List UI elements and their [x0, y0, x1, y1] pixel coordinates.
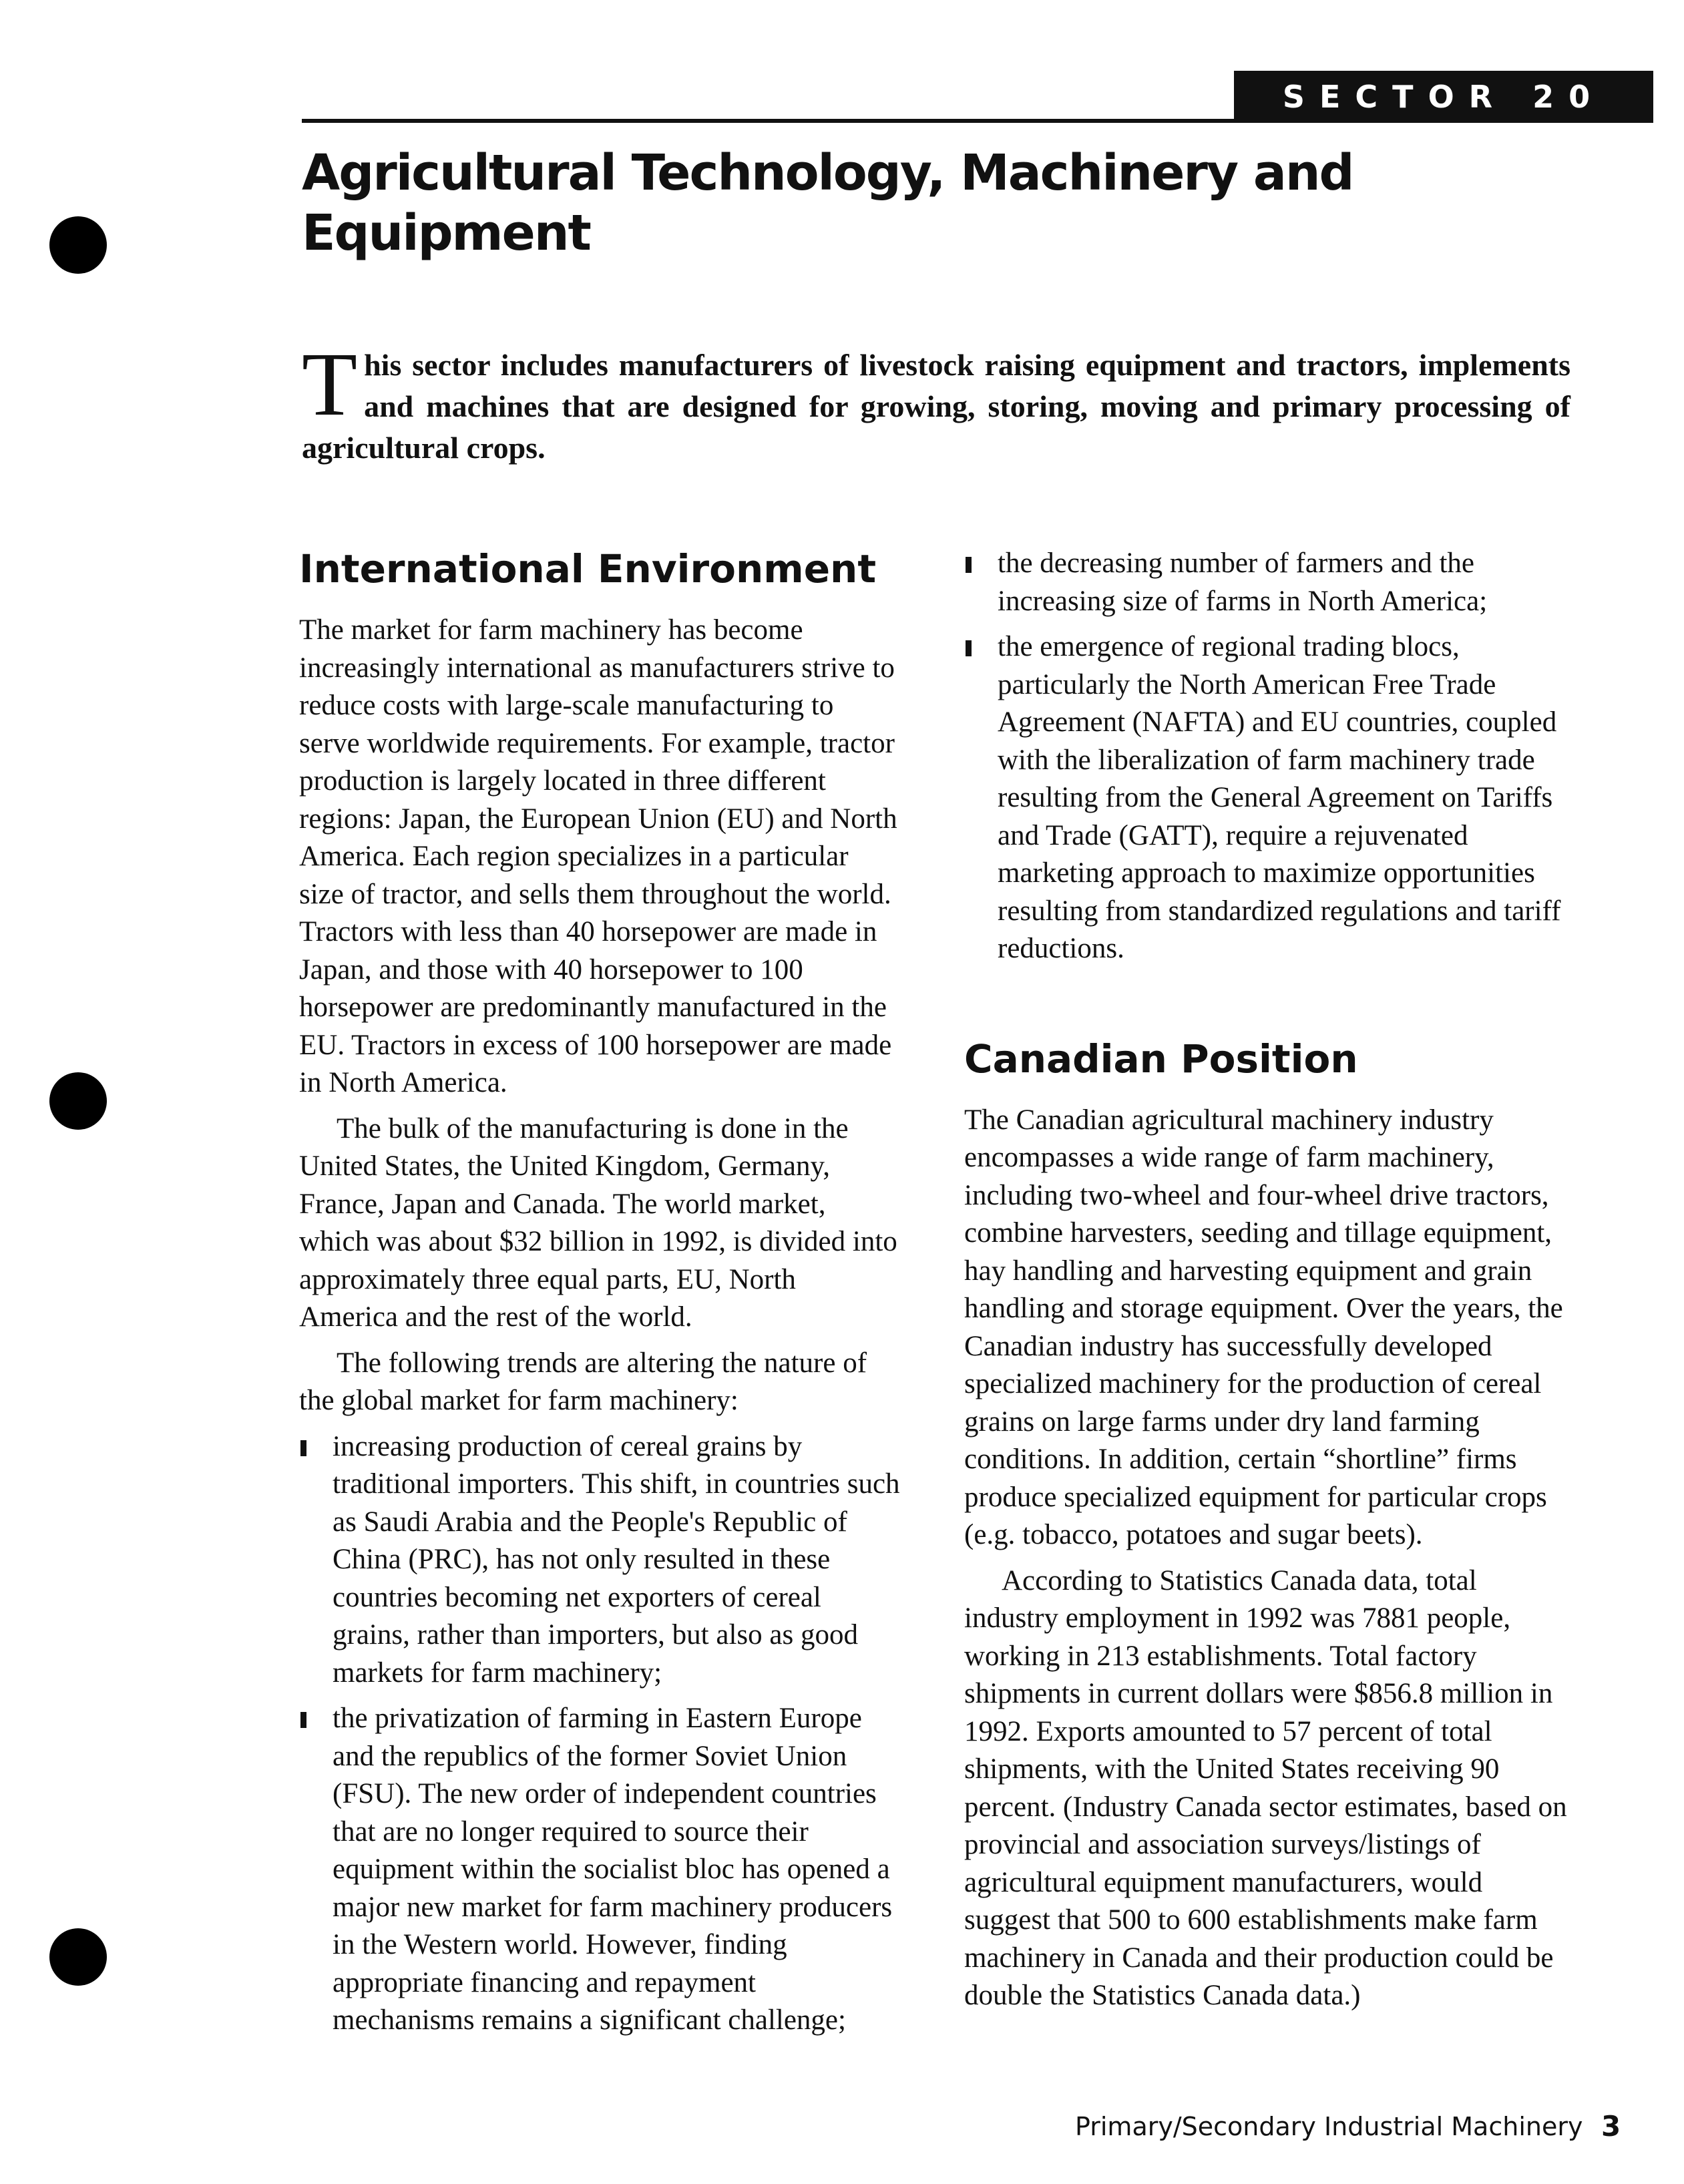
canadian-paragraph-2: According to Statistics Canada data, total industry employment in 1992 was 7881 people, working in 213 establishments. Total factory shipments in current dollars were $856.8 million in 1992. Exports amounted to 57 percent of total shipments, with the United States receiving 90 percent. (Industry Canada sector estimates, based on provincial and association surveys/listings of agricultural equipment manufacturers, would suggest that 500 to 600 establishments make farm machinery in Canada and their production could be double the Statistics Canada data.) [964, 1564, 1567, 2011]
page-title: Agricultural Technology, Machinery and Equipment [302, 144, 1353, 262]
footer-section-title: Primary/Secondary Industrial Machinery [1075, 2112, 1583, 2141]
canadian-heading: Canadian Position [964, 1036, 1358, 1082]
page-number: 3 [1601, 2110, 1621, 2143]
intro-paragraph [302, 335, 1570, 469]
international-paragraph-3: The following trends are altering the nature of the global market for farm machinery: [299, 1347, 867, 1416]
international-heading: International Environment [299, 546, 877, 592]
bullet-marker [300, 1712, 306, 1728]
intro-text: his sector includes manufacturers of livestock raising equipment and tractors, implements and machines that are designed for growing, storing, moving and primary processing of agricultural crops. [302, 348, 1570, 465]
bullet-marker [966, 557, 972, 573]
punch-hole-middle [49, 1072, 107, 1130]
intro-drop-cap: T [302, 335, 358, 435]
bullet-marker [300, 1440, 306, 1456]
list-item-text: increasing production of cereal grains by traditional importers. This shift, in countries such as Saudi Arabia and the People's Republic of China (PRC), has not only resulted in these countries becoming net exporters of cereal grains, rather than importers, but also as good markets for farm machinery; [333, 1430, 900, 1689]
list-item-text: the privatization of farming in Eastern Europe and the republics of the former Soviet Union (FSU). The new order of independent countries that are no longer required to source their equipment within the socialist bloc has opened a major new market for farm machinery producers in the Western world. However, finding appropriate financing and repayment mechanisms remains a significant challenge; [333, 1703, 893, 2036]
list-item-text: the decreasing number of farmers and the increasing size of farms in North America; [998, 548, 1488, 617]
bullet-marker [966, 640, 972, 656]
list-item [299, 1700, 900, 2040]
list-item [299, 1428, 900, 1693]
right-column [964, 545, 1573, 2023]
header-rule [302, 119, 1653, 123]
trends-list [299, 1428, 900, 2040]
canadian-paragraph-1: The Canadian agricultural machinery industry encompasses a wide range of farm machinery, including two-wheel and four-wheel drive tractors, combine harvesters, seeding and tillage equipment, hay handling and harvesting equipment and grain handling and storage equipment. Over the years, the Canadian industry has successfully developed specialized machinery for the production of cereal grains on large farms under dry land farming conditions. In addition, certain “shortline” firms produce specialized equipment for particular crops (e.g. tobacco, potatoes and sugar beets). [964, 1104, 1563, 1550]
trends-list-continued [964, 545, 1573, 968]
list-item [964, 545, 1573, 620]
international-paragraph-1: The market for farm machinery has become increasingly international as manufacturers strive to reduce costs with large-scale manufacturing to serve worldwide requirements. For example, tractor production is largely located in three different regions: Japan, the European Union (EU) and North America. Each region specializes in a particular size of tractor, and sells them throughout the world. Tractors with less than 40 horsepower are made in Japan, and those with 40 horsepower to 100 horsepower are predominantly manufactured in the EU. Tractors in excess of 100 horsepower are made in North America. [299, 614, 897, 1098]
list-item-text: the emergence of regional trading blocs, particularly the North American Free Trade Agreement (NAFTA) and EU countries, coupled with the liberalization of farm machinery trade resulting from the General Agreement on Tariffs and Trade (GATT), require a rejuvenated marketing approach to maximize opportunities resulting from standardized regulations and tariff reductions. [998, 631, 1561, 964]
punch-hole-bottom [49, 1928, 107, 1986]
sector-label: SECTOR 20 [1234, 71, 1653, 123]
punch-hole-top [49, 216, 107, 274]
international-paragraph-2: The bulk of the manufacturing is done in the United States, the United Kingdom, Germany, France, Japan and Canada. The world market, which was about $32 billion in 1992, is divided into approximately three equal parts, EU, North America and the rest of the world. [299, 1112, 897, 1333]
left-column [299, 545, 900, 2048]
list-item [964, 628, 1573, 968]
